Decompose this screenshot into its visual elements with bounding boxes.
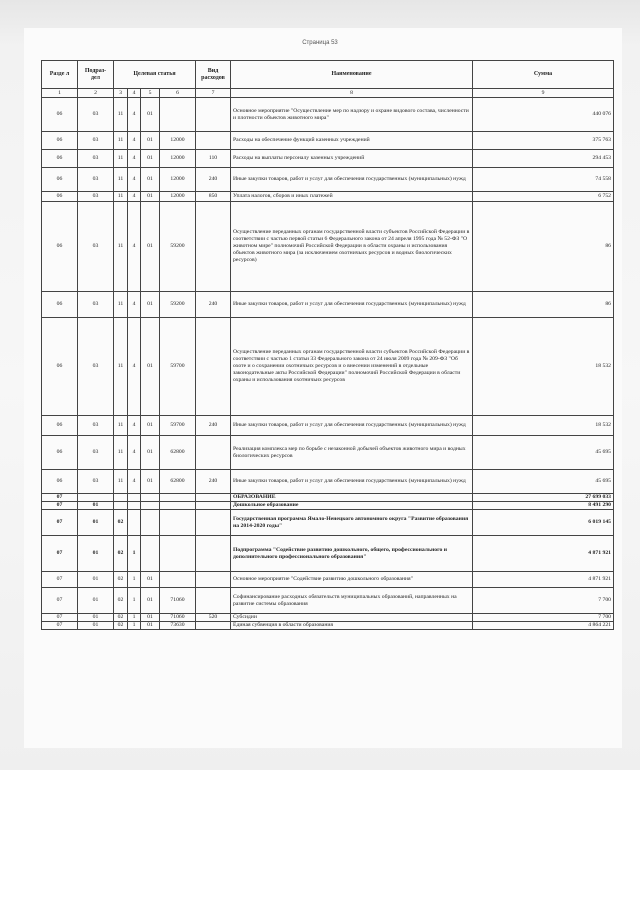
table-row: [42, 150, 614, 168]
table-row: [42, 292, 614, 318]
cell-summa: 8 491 290: [473, 502, 614, 510]
cell-celevaya-2: 4: [128, 292, 141, 318]
cell-summa: 45 695: [473, 436, 614, 470]
cell-naimenovanie: Иные закупки товаров, работ и услуг для обеспечения государственных (муниципальных) нужд: [231, 470, 473, 494]
cell-celevaya-2: 4: [128, 470, 141, 494]
cell-vid-rashodov: 240: [196, 470, 231, 494]
cell-summa: 375 763: [473, 132, 614, 150]
header-vid-rashodov: Вид расходов: [196, 61, 231, 89]
cell-celevaya-2: 4: [128, 436, 141, 470]
cell-celevaya-3: 01: [141, 470, 160, 494]
cell-celevaya-3: 01: [141, 150, 160, 168]
cell-celevaya-2: 1: [128, 536, 141, 572]
cell-podrazdel: 03: [78, 470, 114, 494]
cell-celevaya-2: 1: [128, 588, 141, 614]
cell-celevaya-1: 02: [114, 536, 128, 572]
cell-summa: 27 699 033: [473, 494, 614, 502]
column-index: 2: [78, 89, 114, 98]
cell-vid-rashodov: 110: [196, 150, 231, 168]
cell-vid-rashodov: 240: [196, 416, 231, 436]
table-row: [42, 436, 614, 470]
table-row: [42, 416, 614, 436]
cell-celevaya-4: 59200: [160, 292, 196, 318]
cell-celevaya-1: 11: [114, 168, 128, 192]
table-row: [42, 536, 614, 572]
cell-razdel: 06: [42, 436, 78, 470]
budget-table: [41, 60, 614, 630]
cell-summa: 6 019 145: [473, 510, 614, 536]
cell-celevaya-2: 4: [128, 132, 141, 150]
cell-celevaya-3: 01: [141, 202, 160, 292]
table-row: [42, 622, 614, 630]
cell-celevaya-3: 01: [141, 572, 160, 588]
cell-razdel: 06: [42, 150, 78, 168]
cell-celevaya-4: 12000: [160, 132, 196, 150]
cell-podrazdel: 03: [78, 416, 114, 436]
cell-naimenovanie: Уплата налогов, сборов и иных платежей: [231, 192, 473, 202]
cell-celevaya-2: 4: [128, 192, 141, 202]
cell-celevaya-2: 1: [128, 622, 141, 630]
cell-celevaya-1: 11: [114, 470, 128, 494]
header-naimenovanie: Наименование: [231, 61, 473, 89]
cell-naimenovanie: Осуществление переданных органам государственной власти субъектов Российской Федерации в соответствии с частью первой статьи 6 Федерального закона от 24 апреля 1995 года № 52-ФЗ "О животном мире" полномочий Российской Федерации в области охраны и использования объектов животного мира (за исключением охотничьих ресурсов и водных биологических ресурсов): [231, 202, 473, 292]
cell-naimenovanie: Расходы на выплаты персоналу казенных учреждений: [231, 150, 473, 168]
cell-razdel: 07: [42, 572, 78, 588]
cell-celevaya-4: 12000: [160, 168, 196, 192]
cell-celevaya-1: 11: [114, 132, 128, 150]
cell-vid-rashodov: [196, 318, 231, 416]
cell-celevaya-3: [141, 502, 160, 510]
cell-celevaya-2: 4: [128, 168, 141, 192]
cell-summa: 440 076: [473, 98, 614, 132]
cell-vid-rashodov: [196, 98, 231, 132]
header-celevaya-statya: Целевая статья: [114, 61, 196, 89]
cell-celevaya-1: 02: [114, 572, 128, 588]
cell-razdel: 07: [42, 510, 78, 536]
column-index: 1: [42, 89, 78, 98]
cell-naimenovanie: Иные закупки товаров, работ и услуг для обеспечения государственных (муниципальных) нужд: [231, 416, 473, 436]
cell-razdel: 06: [42, 132, 78, 150]
cell-celevaya-1: 11: [114, 292, 128, 318]
table-row: [42, 614, 614, 622]
cell-vid-rashodov: [196, 588, 231, 614]
cell-celevaya-1: 11: [114, 202, 128, 292]
cell-vid-rashodov: [196, 536, 231, 572]
cell-vid-rashodov: [196, 436, 231, 470]
cell-podrazdel: 03: [78, 98, 114, 132]
cell-celevaya-1: 02: [114, 622, 128, 630]
cell-razdel: 06: [42, 202, 78, 292]
table-row: [42, 588, 614, 614]
table-row: [42, 510, 614, 536]
cell-celevaya-1: 11: [114, 436, 128, 470]
cell-celevaya-3: 01: [141, 622, 160, 630]
cell-summa: 7 700: [473, 614, 614, 622]
cell-naimenovanie: Расходы на обеспечение функций казенных учреждений: [231, 132, 473, 150]
cell-celevaya-1: 02: [114, 510, 128, 536]
cell-naimenovanie: Иные закупки товаров, работ и услуг для обеспечения государственных (муниципальных) нужд: [231, 292, 473, 318]
cell-podrazdel: 03: [78, 202, 114, 292]
cell-celevaya-4: [160, 98, 196, 132]
cell-celevaya-4: 62800: [160, 470, 196, 494]
cell-celevaya-2: 4: [128, 98, 141, 132]
cell-naimenovanie: Основное мероприятие "Осуществление мер по надзору и охране видового состава, численности и плотности объектов животного мира": [231, 98, 473, 132]
cell-celevaya-2: 1: [128, 614, 141, 622]
cell-vid-rashodov: [196, 502, 231, 510]
cell-podrazdel: 01: [78, 536, 114, 572]
page-number-label: Страница 53: [302, 40, 338, 46]
cell-celevaya-2: 4: [128, 318, 141, 416]
cell-summa: 4 871 921: [473, 536, 614, 572]
header-razdel: Разде л: [42, 61, 78, 89]
column-index: 4: [128, 89, 141, 98]
cell-vid-rashodov: [196, 622, 231, 630]
cell-podrazdel: 03: [78, 132, 114, 150]
cell-celevaya-1: [114, 494, 128, 502]
cell-podrazdel: 01: [78, 588, 114, 614]
cell-celevaya-3: 01: [141, 318, 160, 416]
cell-razdel: 06: [42, 416, 78, 436]
cell-podrazdel: 01: [78, 510, 114, 536]
cell-celevaya-4: [160, 536, 196, 572]
cell-celevaya-1: 02: [114, 588, 128, 614]
table-row: [42, 494, 614, 502]
cell-celevaya-3: 01: [141, 614, 160, 622]
cell-celevaya-3: 01: [141, 588, 160, 614]
cell-vid-rashodov: 520: [196, 614, 231, 622]
cell-naimenovanie: Реализация комплекса мер по борьбе с незаконной добычей объектов животного мира и водных биологических ресурсов: [231, 436, 473, 470]
cell-razdel: 07: [42, 614, 78, 622]
cell-celevaya-4: 71060: [160, 614, 196, 622]
column-index: 8: [231, 89, 473, 98]
cell-summa: 74 558: [473, 168, 614, 192]
table-row: [42, 318, 614, 416]
cell-podrazdel: 03: [78, 292, 114, 318]
cell-naimenovanie: Дошкольное образование: [231, 502, 473, 510]
column-index: 7: [196, 89, 231, 98]
cell-naimenovanie: Единая субвенция в области образования: [231, 622, 473, 630]
cell-razdel: 07: [42, 494, 78, 502]
cell-celevaya-4: 62800: [160, 436, 196, 470]
cell-podrazdel: 03: [78, 192, 114, 202]
header-podrazdel: Подраз- дел: [78, 61, 114, 89]
cell-celevaya-4: 59200: [160, 202, 196, 292]
cell-celevaya-4: 12000: [160, 192, 196, 202]
cell-celevaya-2: 4: [128, 150, 141, 168]
cell-celevaya-2: [128, 502, 141, 510]
cell-naimenovanie: Основное мероприятие "Содействие развитию дошкольного образования": [231, 572, 473, 588]
cell-podrazdel: 01: [78, 502, 114, 510]
cell-celevaya-4: 12000: [160, 150, 196, 168]
cell-podrazdel: 03: [78, 150, 114, 168]
table-row: [42, 98, 614, 132]
cell-celevaya-3: 01: [141, 416, 160, 436]
cell-celevaya-4: [160, 502, 196, 510]
cell-celevaya-1: 11: [114, 98, 128, 132]
cell-celevaya-3: 01: [141, 132, 160, 150]
cell-summa: 45 695: [473, 470, 614, 494]
cell-celevaya-4: 73630: [160, 622, 196, 630]
cell-razdel: 07: [42, 536, 78, 572]
cell-celevaya-3: [141, 494, 160, 502]
cell-razdel: 07: [42, 622, 78, 630]
cell-celevaya-1: 11: [114, 192, 128, 202]
cell-razdel: 06: [42, 318, 78, 416]
cell-naimenovanie: Софинансирование расходных обязательств муниципальных образований, направленных на развитие системы образования: [231, 588, 473, 614]
cell-razdel: 06: [42, 292, 78, 318]
table-row: [42, 470, 614, 494]
cell-razdel: 06: [42, 98, 78, 132]
cell-celevaya-4: [160, 510, 196, 536]
cell-naimenovanie: Осуществление переданных органам государственной власти субъектов Российской Федерации в соответствии с частью 1 статьи 33 Федерального закона от 24 июля 2009 года № 209-ФЗ "Об охоте и о сохранении охотничьих ресурсов и о внесении изменений в отдельные законодательные акты Российской Федерации" полномочий Российской Федерации в области охраны и использования охотничьих ресурсов: [231, 318, 473, 416]
cell-razdel: 06: [42, 470, 78, 494]
cell-celevaya-4: 59700: [160, 318, 196, 416]
cell-naimenovanie: Субсидии: [231, 614, 473, 622]
cell-vid-rashodov: [196, 572, 231, 588]
cell-summa: 18 532: [473, 416, 614, 436]
cell-celevaya-3: 01: [141, 436, 160, 470]
table-row: [42, 168, 614, 192]
cell-razdel: 07: [42, 502, 78, 510]
cell-vid-rashodov: [196, 510, 231, 536]
cell-celevaya-1: 11: [114, 318, 128, 416]
cell-razdel: 06: [42, 192, 78, 202]
cell-vid-rashodov: 240: [196, 168, 231, 192]
column-index: 6: [160, 89, 196, 98]
column-index-row: [42, 89, 614, 98]
cell-vid-rashodov: [196, 494, 231, 502]
table-row: [42, 502, 614, 510]
cell-celevaya-2: 4: [128, 416, 141, 436]
cell-summa: 18 532: [473, 318, 614, 416]
cell-podrazdel: 03: [78, 436, 114, 470]
cell-celevaya-4: 71060: [160, 588, 196, 614]
column-index: 9: [473, 89, 614, 98]
cell-celevaya-3: [141, 536, 160, 572]
cell-naimenovanie: Государственная программа Ямало-Ненецкого автономного округа "Развитие образования на 2014-2020 годы": [231, 510, 473, 536]
cell-vid-rashodov: [196, 132, 231, 150]
cell-podrazdel: [78, 494, 114, 502]
cell-celevaya-2: 4: [128, 202, 141, 292]
cell-celevaya-3: 01: [141, 292, 160, 318]
cell-celevaya-1: [114, 502, 128, 510]
cell-celevaya-3: [141, 510, 160, 536]
cell-naimenovanie: ОБРАЗОВАНИЕ: [231, 494, 473, 502]
cell-celevaya-3: 01: [141, 168, 160, 192]
cell-summa: 4 864 221: [473, 622, 614, 630]
cell-summa: 294 453: [473, 150, 614, 168]
cell-celevaya-4: [160, 494, 196, 502]
table-row: [42, 192, 614, 202]
cell-celevaya-1: 11: [114, 150, 128, 168]
column-index: 5: [141, 89, 160, 98]
cell-summa: 7 700: [473, 588, 614, 614]
cell-summa: 86: [473, 292, 614, 318]
cell-celevaya-3: 01: [141, 98, 160, 132]
cell-summa: 4 871 921: [473, 572, 614, 588]
cell-vid-rashodov: [196, 202, 231, 292]
cell-celevaya-2: [128, 510, 141, 536]
cell-razdel: 06: [42, 168, 78, 192]
cell-podrazdel: 03: [78, 318, 114, 416]
table-row: [42, 202, 614, 292]
cell-celevaya-1: 11: [114, 416, 128, 436]
table-header-row: [42, 61, 614, 89]
cell-celevaya-2: [128, 494, 141, 502]
cell-celevaya-3: 01: [141, 192, 160, 202]
header-summa: Сумма: [473, 61, 614, 89]
cell-podrazdel: 03: [78, 168, 114, 192]
column-index: 3: [114, 89, 128, 98]
cell-celevaya-2: 1: [128, 572, 141, 588]
cell-naimenovanie: Иные закупки товаров, работ и услуг для обеспечения государственных (муниципальных) нужд: [231, 168, 473, 192]
cell-vid-rashodov: 240: [196, 292, 231, 318]
table-row: [42, 132, 614, 150]
cell-podrazdel: 01: [78, 572, 114, 588]
cell-celevaya-1: 02: [114, 614, 128, 622]
cell-razdel: 07: [42, 588, 78, 614]
cell-summa: 86: [473, 202, 614, 292]
cell-naimenovanie: Подпрограмма "Содействие развитию дошкольного, общего, профессионального и дополнительного профессионального образования": [231, 536, 473, 572]
cell-celevaya-4: [160, 572, 196, 588]
cell-podrazdel: 01: [78, 622, 114, 630]
table-row: [42, 572, 614, 588]
cell-celevaya-4: 59700: [160, 416, 196, 436]
cell-podrazdel: 01: [78, 614, 114, 622]
cell-vid-rashodov: 850: [196, 192, 231, 202]
cell-summa: 6 752: [473, 192, 614, 202]
